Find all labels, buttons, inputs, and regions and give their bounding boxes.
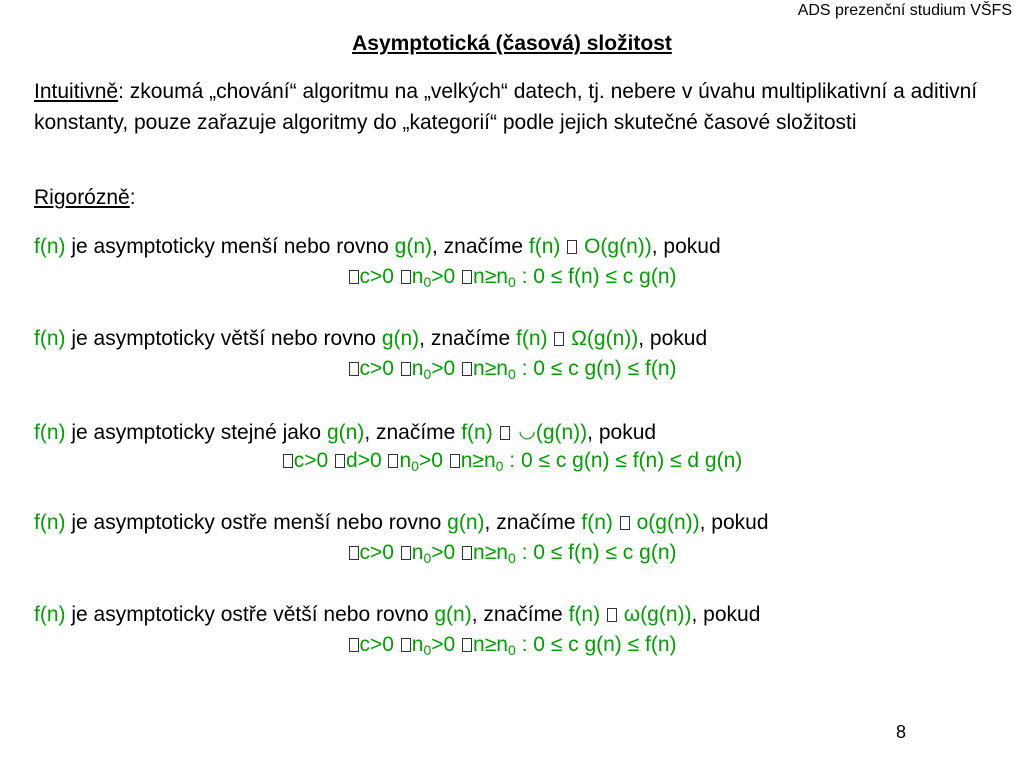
quantifier-n0: n: [411, 633, 424, 656]
gn-label: g(n): [394, 235, 433, 258]
condition-intro: , pokud: [651, 235, 721, 258]
notation-label: (g(n)): [535, 421, 588, 444]
definition-little-omega: [34, 600, 990, 660]
subscript-zero: 0: [423, 550, 432, 566]
intro-paragraph: [34, 76, 994, 138]
quantifier-c: c>0: [359, 357, 400, 380]
quantifier-c: c>0: [359, 633, 400, 656]
fn-label: f(n): [34, 327, 66, 350]
subscript-zero: 0: [507, 550, 516, 566]
quantifier-n0: n: [399, 449, 412, 472]
subscript-zero: 0: [423, 274, 432, 290]
intro-label: Intuitivně: [34, 80, 119, 103]
quantifier-n0-tail: >0: [431, 357, 462, 380]
forall-symbol-icon: [462, 270, 472, 284]
definition-statement: [34, 508, 990, 538]
quantifier-n0-tail: >0: [431, 633, 462, 656]
inequality: : 0 ≤ c g(n) ≤ f(n): [515, 357, 677, 380]
quantifier-c: c>0: [293, 449, 335, 472]
exists-symbol-icon: [283, 454, 293, 468]
inequality: : 0 ≤ f(n) ≤ c g(n): [515, 541, 677, 564]
slide-title: Asymptotická (časová) složitost: [352, 32, 672, 55]
fn-label: f(n): [34, 235, 66, 258]
exists-symbol-icon: [349, 638, 359, 652]
inequality: : 0 ≤ c g(n) ≤ f(n) ≤ d g(n): [503, 449, 743, 472]
forall-symbol-icon: [462, 362, 472, 376]
inequality: : 0 ≤ f(n) ≤ c g(n): [515, 265, 677, 288]
membership-symbol-icon: [607, 608, 617, 622]
exists-symbol-icon: [349, 362, 359, 376]
fn-label: f(n): [568, 603, 601, 626]
definition-condition: [34, 446, 990, 476]
page-number: 8: [896, 722, 907, 742]
quantifier-n0-tail: >0: [431, 541, 462, 564]
fn-label: f(n): [461, 421, 493, 444]
gn-label: g(n): [434, 603, 472, 626]
fn-label: f(n): [528, 235, 561, 258]
quantifier-n0: n: [411, 265, 424, 288]
definition-condition: [34, 538, 990, 568]
subscript-zero: 0: [507, 642, 516, 658]
membership-symbol-icon: [567, 240, 577, 254]
relation-text: je asymptoticky menší nebo rovno: [65, 235, 395, 258]
definition-statement: [34, 600, 990, 630]
subscript-zero: 0: [507, 366, 516, 382]
rigor-heading: [34, 186, 136, 210]
definition-condition: [34, 262, 990, 292]
exists-symbol-icon: [388, 454, 398, 468]
condition-intro: , pokud: [699, 511, 769, 534]
quantifier-c: c>0: [359, 265, 400, 288]
relation-text: je asymptoticky stejné jako: [65, 421, 327, 444]
notation-intro: , značíme: [432, 235, 529, 258]
fn-label: f(n): [516, 327, 548, 350]
exists-symbol-icon: [401, 638, 411, 652]
exists-symbol-icon: [349, 546, 359, 560]
inequality: : 0 ≤ c g(n) ≤ f(n): [515, 633, 677, 656]
intro-text: : zkoumá „chování“ algoritmu na „velkých“ datech, tj. nebere v úvahu multiplikativní a aditivní konstanty, pouze zařazuje algoritmy do „kategorií“ podle jejich skutečné časové složitosti: [34, 80, 978, 134]
notation-label: O(g(n)): [584, 235, 652, 258]
relation-text: je asymptoticky větší nebo rovno: [65, 327, 382, 350]
subscript-zero: 0: [495, 458, 504, 474]
condition-intro: , pokud: [691, 603, 761, 626]
subscript-zero: 0: [411, 458, 419, 474]
quantifier-n0: n: [411, 357, 424, 380]
theta-glyph-icon: ◡: [518, 420, 536, 442]
membership-symbol-icon: [620, 516, 630, 530]
exists-symbol-icon: [401, 362, 411, 376]
forall-symbol-icon: [462, 638, 472, 652]
condition-intro: , pokud: [638, 327, 708, 350]
relation-text: je asymptoticky ostře větší nebo rovno: [65, 603, 435, 626]
exists-symbol-icon: [401, 546, 411, 560]
definition-condition: [34, 630, 990, 660]
exists-symbol-icon: [335, 454, 345, 468]
relation-text: je asymptoticky ostře menší nebo rovno: [65, 511, 448, 534]
definition-condition: [34, 354, 990, 384]
notation-label: o(g(n)): [636, 511, 700, 534]
exists-symbol-icon: [349, 270, 359, 284]
quantifier-n: n≥n: [473, 357, 508, 380]
definition-little-o: [34, 508, 990, 568]
gn-label: g(n): [326, 421, 365, 444]
notation-label: Ω(g(n)): [571, 327, 639, 350]
gn-label: g(n): [381, 327, 420, 350]
notation-intro: , značíme: [419, 327, 517, 350]
definition-big-omega: [34, 324, 990, 384]
notation-label: ω(g(n)): [623, 603, 692, 626]
notation-intro: , značíme: [484, 511, 582, 534]
fn-label: f(n): [34, 511, 66, 534]
forall-symbol-icon: [450, 454, 460, 468]
membership-symbol-icon: [554, 332, 564, 346]
quantifier-n: n≥n: [473, 633, 508, 656]
fn-label: f(n): [34, 421, 66, 444]
definition-statement: [34, 324, 990, 354]
definition-statement: [34, 416, 990, 446]
forall-symbol-icon: [462, 546, 472, 560]
notation-intro: , značíme: [471, 603, 569, 626]
definition-big-o: [34, 232, 990, 292]
quantifier-n: n≥n: [473, 265, 508, 288]
exists-symbol-icon: [401, 270, 411, 284]
quantifier-n0: n: [411, 541, 424, 564]
condition-intro: , pokud: [587, 421, 657, 444]
quantifier-n: n≥n: [460, 449, 496, 472]
subscript-zero: 0: [507, 274, 516, 290]
definition-statement: [34, 232, 990, 262]
gn-label: g(n): [447, 511, 485, 534]
quantifier-d: d>0: [346, 449, 388, 472]
quantifier-n0-tail: >0: [431, 265, 462, 288]
quantifier-n0-tail: >0: [418, 449, 449, 472]
subscript-zero: 0: [423, 642, 432, 658]
definition-big-theta: [34, 416, 990, 476]
rigor-label: Rigorózně: [34, 186, 130, 209]
rigor-colon: :: [129, 186, 136, 209]
notation-intro: , značíme: [364, 421, 462, 444]
subscript-zero: 0: [423, 366, 432, 382]
fn-label: f(n): [581, 511, 613, 534]
quantifier-n: n≥n: [473, 541, 508, 564]
quantifier-c: c>0: [359, 541, 400, 564]
fn-label: f(n): [34, 603, 66, 626]
membership-symbol-icon: [500, 426, 510, 440]
header-note: ADS prezenční studium VŠFS: [797, 2, 1012, 19]
